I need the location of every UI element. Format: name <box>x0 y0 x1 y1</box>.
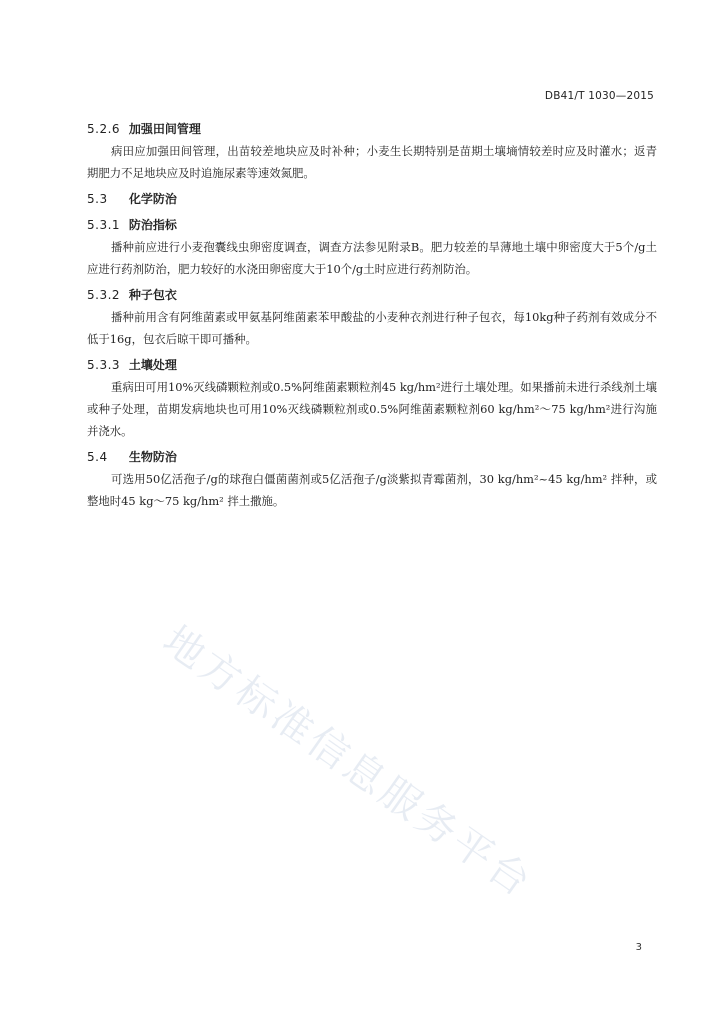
section-heading-5-3-1 <box>87 214 657 236</box>
standard-code: DB41/T 1030—2015 <box>544 90 654 102</box>
section-title: 生物防治 <box>128 450 177 464</box>
section-paragraph-5-3-2: 播种前用含有阿维菌素或甲氨基阿维菌素苯甲酸盐的小麦种衣剂进行种子包衣，每10kg种子药剂有效成分不低于16g，包衣后晾干即可播种。 <box>87 310 657 346</box>
section-title: 土壤处理 <box>128 358 177 372</box>
section-heading-5-3-2 <box>87 284 657 306</box>
watermark-text: 地方标准信息服务平台 <box>154 617 542 908</box>
section-number: 5.2.6 <box>87 122 121 136</box>
section-heading-5-3-3 <box>87 354 657 376</box>
section-heading-5-3 <box>87 188 657 210</box>
section-title: 防治指标 <box>128 218 177 232</box>
section-number: 5.3.1 <box>87 218 121 232</box>
section-number: 5.3.2 <box>87 288 121 302</box>
section-number: 5.3.3 <box>87 358 121 372</box>
section-title: 加强田间管理 <box>128 122 201 136</box>
page-number: 3 <box>635 942 642 953</box>
section-paragraph-5-3-1: 播种前应进行小麦孢囊线虫卵密度调查，调查方法参见附录B。肥力较差的旱薄地土壤中卵密度大于5个/g土应进行药剂防治，肥力较好的水浇田卵密度大于10个/g土时应进行药剂防治。 <box>87 240 657 276</box>
section-title: 种子包衣 <box>128 288 177 302</box>
section-number: 5.3 <box>87 192 108 206</box>
section-heading-5-2-6 <box>87 118 657 140</box>
section-title: 化学防治 <box>128 192 177 206</box>
section-paragraph-5-3-3: 重病田可用10%灭线磷颗粒剂或0.5%阿维菌素颗粒剂45 kg/hm²进行土壤处理。如果播前未进行杀线剂土壤或种子处理，苗期发病地块也可用10%灭线磷颗粒剂或0.5%阿维菌素颗粒剂60 kg/hm²～75 kg/hm²进行沟施并浇水。 <box>87 380 657 438</box>
document-body <box>87 118 657 512</box>
section-number: 5.4 <box>87 450 108 464</box>
section-heading-5-4 <box>87 446 657 468</box>
section-paragraph-5-4: 可选用50亿活孢子/g的球孢白僵菌菌剂或5亿活孢子/g淡紫拟青霉菌剂，30 kg/hm²~45 kg/hm² 拌种，或整地时45 kg～75 kg/hm² 拌土撒施。 <box>87 472 657 508</box>
section-paragraph-5-2-6: 病田应加强田间管理，出苗较差地块应及时补种；小麦生长期特别是苗期土壤墒情较差时应及时灌水；返青期肥力不足地块应及时追施尿素等速效氮肥。 <box>87 144 657 180</box>
